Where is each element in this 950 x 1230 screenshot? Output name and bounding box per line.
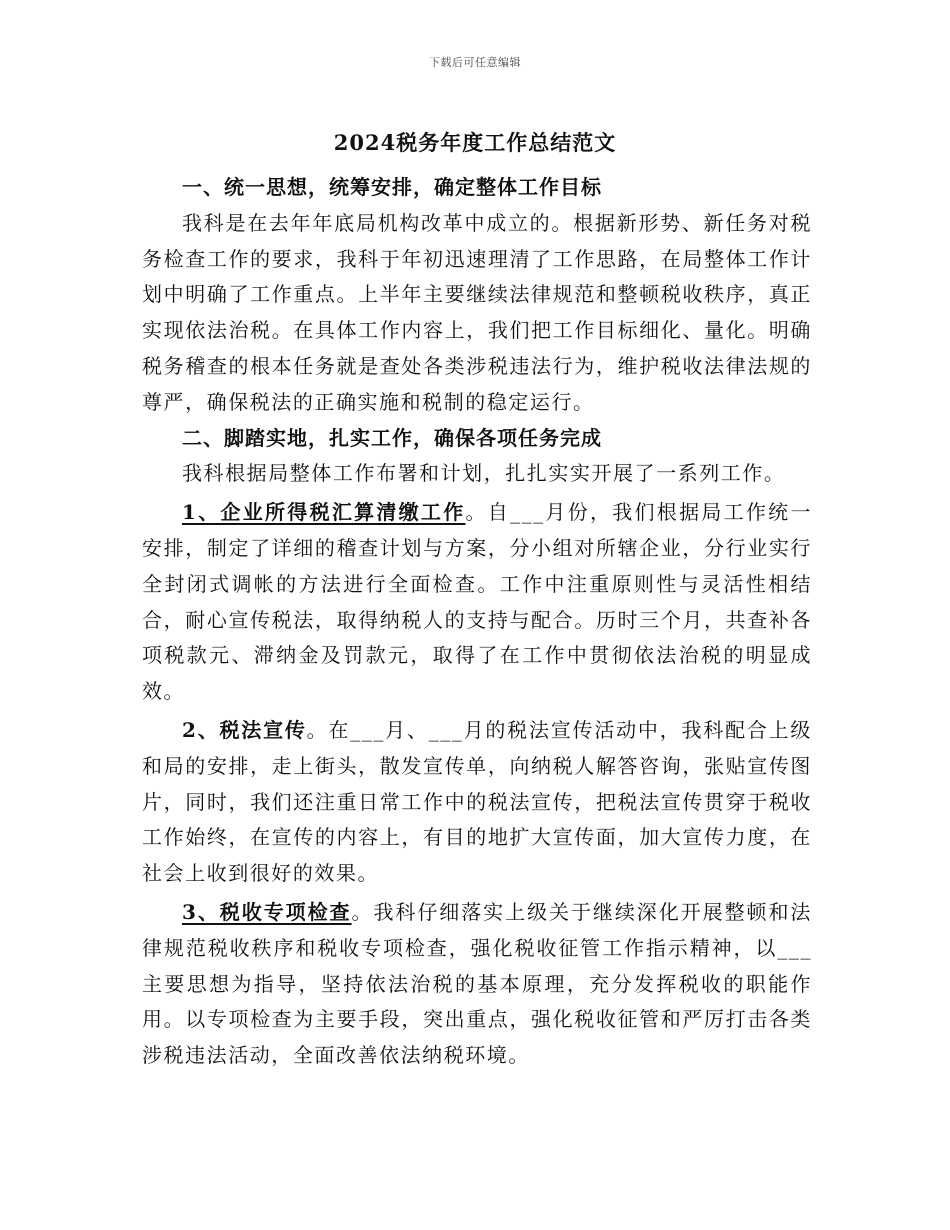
item-3-paragraph [142, 895, 812, 1074]
item-3-text: 。我科仔细落实上级关于继续深化开展整顿和法律规范税收秩序和税收专项检查，强化税收征管工作指示精神，以___主要思想为指导，坚持依法治税的基本原理，充分发挥税收的职能作用。以专项检查为主要手段，突出重点，强化税收征管和严厉打击各类涉税违法活动，全面改善依法纳税环境。 [142, 899, 812, 1068]
item-1-lead: 1、企业所得税汇算清缴工作 [182, 500, 466, 525]
document-body [142, 170, 812, 1074]
item-2-paragraph [142, 713, 812, 892]
section-2-paragraph: 我科根据局整体工作布署和计划，扎扎实实开展了一系列工作。 [182, 461, 786, 486]
section-2-heading: 二、脚踏实地，扎实工作，确保各项任务完成 [182, 425, 602, 450]
item-1-paragraph [142, 495, 812, 710]
item-1-text: 。自___月份，我们根据局工作统一安排，制定了详细的稽查计划与方案，分小组对所辖企业，分行业实行全封闭式调帐的方法进行全面检查。工作中注重原则性与灵活性相结合，耐心宣传税法，取得纳税人的支持与配合。历时三个月，共查补各项税款元、滞纳金及罚款元，取得了在工作中贯彻依法治税的明显成效。 [142, 500, 812, 704]
section-1-heading: 一、统一思想，统筹安排，确定整体工作目标 [182, 175, 602, 199]
header-note: 下载后可任意编辑 [429, 56, 521, 69]
document-title: 2024税务年度工作总结范文 [333, 130, 617, 155]
section-1-paragraph: 我科是在去年年底局机构改革中成立的。根据新形势、新任务对税务检查工作的要求，我科于年初迅速理清了工作思路，在局整体工作计划中明确了工作重点。上半年主要继续法律规范和整顿税收秩序，真正实现依法治税。在具体工作内容上，我们把工作目标细化、量化。明确税务稽查的根本任务就是查处各类涉税违法行为，维护税收法律法规的尊严，确保税法的正确实施和税制的稳定运行。 [142, 210, 812, 414]
item-3-lead: 3、税收专项检查 [182, 899, 352, 924]
item-2-text: 。在___月、___月的税法宣传活动中，我科配合上级和局的安排，走上街头，散发宣传单，向纳税人解答咨询，张贴宣传图片，同时，我们还注重日常工作中的税法宣传，把税法宣传贯穿于税收工作始终，在宣传的内容上，有目的地扩大宣传面，加大宣传力度，在社会上收到很好的效果。 [142, 717, 812, 886]
item-2-lead: 2、税法宣传 [182, 717, 307, 742]
